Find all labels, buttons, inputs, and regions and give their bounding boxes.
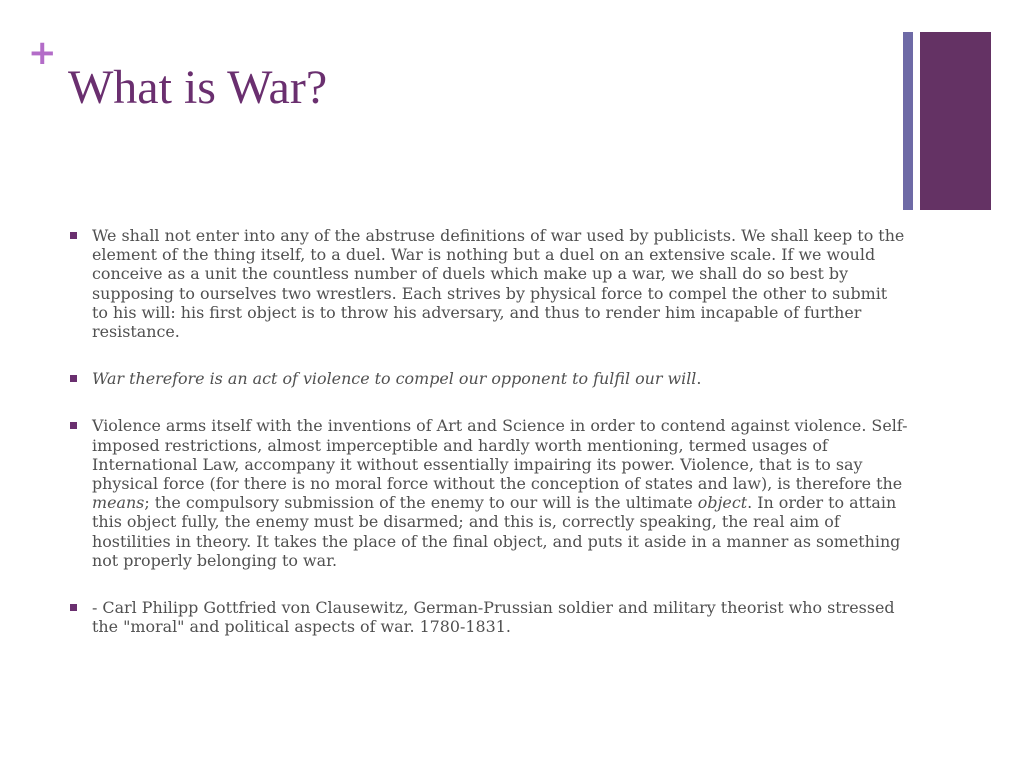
bullet-text-part: . In order to attain this object fully, the enemy must be disarmed; and this is, correctly speaking, the real aim of hostilities in theory. It takes the place of the final object, and puts it aside in a manner as something not properly belonging to war.	[92, 493, 901, 570]
square-bullet-icon	[70, 604, 77, 611]
bullet-text-part: ; the compulsory submission of the enemy to our will is the ultimate	[144, 493, 698, 513]
bullet-text-tail: .	[696, 369, 702, 389]
square-bullet-icon	[70, 375, 77, 382]
bullet-item	[68, 369, 908, 388]
accent-bar-thin	[903, 32, 913, 210]
bullet-text	[92, 369, 701, 388]
square-bullet-icon	[70, 232, 77, 239]
bullet-item	[68, 416, 908, 570]
italic-text: War therefore is an act of violence to compel our opponent to fulfil our will	[92, 369, 697, 389]
bullet-list	[68, 226, 908, 664]
bullet-text-part: Violence arms itself with the inventions of Art and Science in order to contend against violence. Self-imposed restrictions, almost imperceptible and hardly worth mentioning, termed usages of International Law, accompany it without essentially impairing its power. Violence, that is to say physical force (for there is no moral force without the conception of states and law), is therefore the	[92, 416, 908, 494]
slide-title: What is War?	[68, 61, 328, 114]
italic-text: means	[92, 493, 145, 513]
square-bullet-icon	[70, 422, 77, 429]
bullet-text: We shall not enter into any of the abstruse definitions of war used by publicists. We shall keep to the element of the thing itself, to a duel. War is nothing but a duel on an extensive scale. If we would conceive as a unit the countless number of duels which make up a war, we shall do so best by supposing to ourselves two wrestlers. Each strives by physical force to compel the other to submit to his will: his first object is to throw his adversary, and thus to render him incapable of further resistance.	[92, 226, 905, 342]
bullet-text	[92, 416, 908, 569]
plus-icon: +	[28, 33, 57, 73]
accent-bar-thick	[920, 32, 991, 210]
bullet-item	[68, 226, 908, 341]
italic-text: object	[697, 493, 748, 513]
bullet-item	[68, 598, 908, 636]
attribution-text: - Carl Philipp Gottfried von Clausewitz, German-Prussian soldier and military theorist who stressed the "moral" and political aspects of war. 1780-1831.	[92, 598, 895, 637]
